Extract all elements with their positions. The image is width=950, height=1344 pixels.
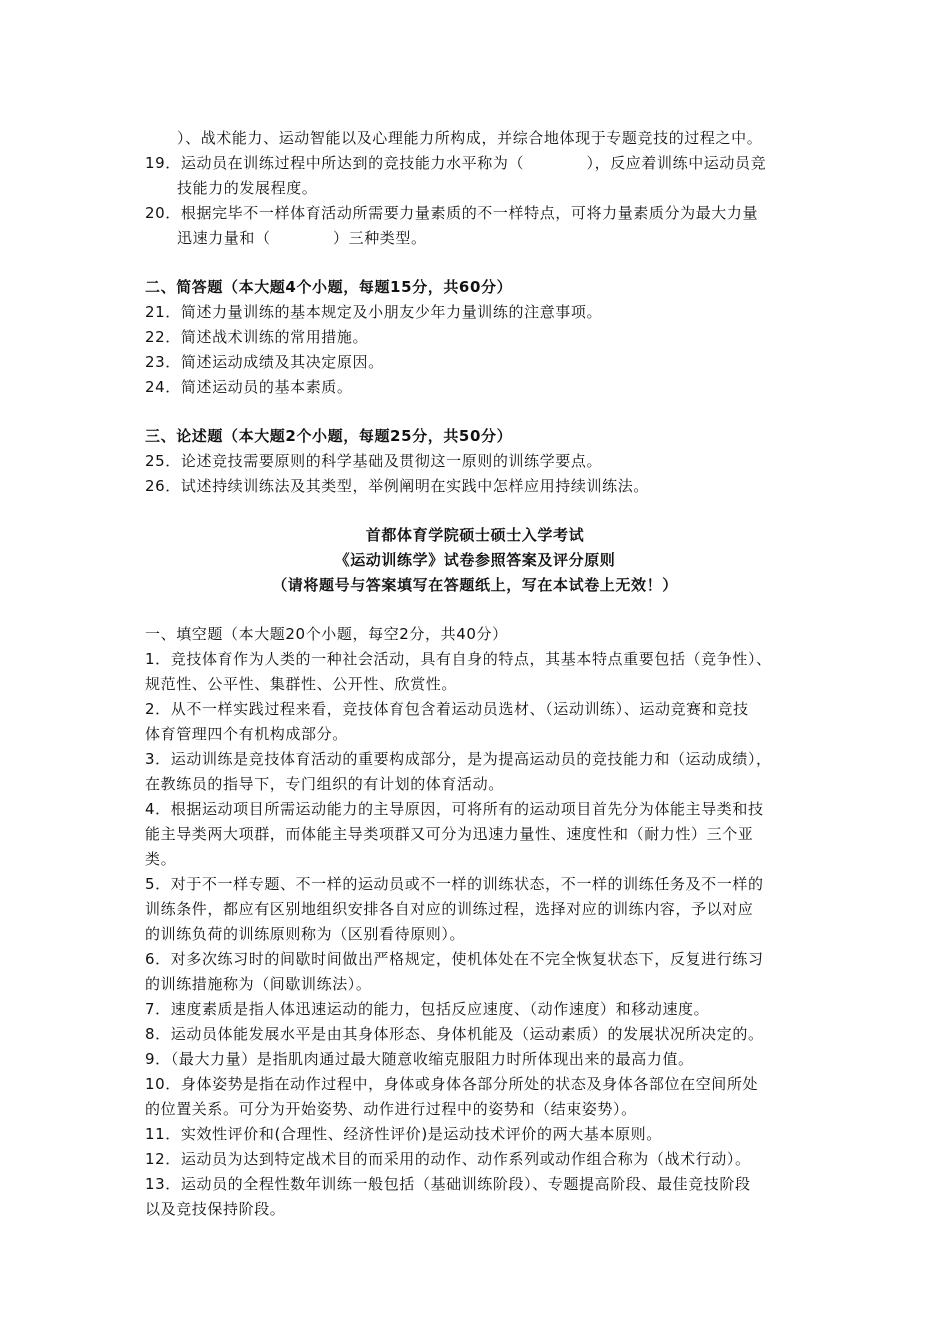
question-26: 26．试述持续训练法及其类型，举例阐明在实践中怎样应用持续训练法。 [145, 477, 649, 495]
answer-title-note: （请将题号与答案填写在答题纸上，写在本试卷上无效！） [272, 576, 678, 594]
answer-2-line2: 体育管理四个有机构成部分。 [145, 725, 348, 743]
answer-7: 7．速度素质是指人体迅速运动的能力，包括反应速度、（动作速度）和移动速度。 [145, 1000, 710, 1018]
question-20-line1: 20．根据完毕不一样体育活动所需要力量素质的不一样特点，可将力量素质分为最大力量 [145, 204, 759, 222]
answer-10-line2: 的位置关系。可分为开始姿势、动作进行过程中的姿势和（结束姿势）。 [145, 1100, 637, 1118]
answer-10-line1: 10．身体姿势是指在动作过程中，身体或身体各部分所处的状态及身体各部位在空间所处 [145, 1075, 759, 1093]
question-22: 22．简述战术训练的常用措施。 [145, 328, 369, 346]
question-25: 25．论述竞技需要原则的科学基础及贯彻这一原则的训练学要点。 [145, 452, 603, 470]
answer-4-line1: 4．根据运动项目所需运动能力的主导原因，可将所有的运动项目首先分为体能主导类和技 [145, 800, 764, 818]
answer-13-line1: 13．运动员的全程性数年训练一般包括（基础训练阶段）、专题提高阶段、最佳竞技阶段 [145, 1175, 751, 1193]
question-21: 21．简述力量训练的基本规定及小朋友少年力量训练的注意事项。 [145, 303, 603, 321]
answer-8: 8．运动员体能发展水平是由其身体形态、身体机能及（运动素质）的发展状况所决定的。 [145, 1025, 764, 1043]
section-2-heading: 二、简答题（本大题4个小题，每题15分，共60分） [145, 278, 513, 296]
answer-section-heading: 一、填空题（本大题20个小题，每空2分，共40分） [145, 625, 508, 643]
answer-4-line3: 类。 [145, 850, 177, 868]
answer-3-line2: 在教练员的指导下，专门组织的有计划的体育活动。 [145, 775, 504, 793]
answer-5-line3: 的训练负荷的训练原则称为（区别看待原则）。 [145, 925, 466, 943]
answer-4-line2: 能主导类两大项群，而体能主导类项群又可分为迅速力量性、速度性和（耐力性）三个亚 [145, 825, 754, 843]
answer-1-line2: 规范性、公平性、集群性、公开性、欣赏性。 [145, 675, 458, 693]
answer-6-line2: 的训练措施称为（间歇训练法）。 [145, 975, 372, 993]
question-20-line2: 迅速力量和（ ）三种类型。 [177, 229, 427, 247]
answer-13-line2: 以及竞技保持阶段。 [145, 1200, 286, 1218]
answer-2-line1: 2．从不一样实践过程来看，竞技体育包含着运动员选材、（运动训练）、运动竞赛和竞技 [145, 700, 749, 718]
answer-9: 9．（最大力量）是指肌肉通过最大随意收缩克服阻力时所体现出来的最高力值。 [145, 1050, 694, 1068]
q18-continuation: ）、战术能力、运动智能以及心理能力所构成，并综合地体现于专题竞技的过程之中。 [177, 129, 763, 147]
answer-title-course: 《运动训练学》试卷参照答案及评分原则 [334, 551, 616, 569]
question-23: 23．简述运动成绩及其决定原因。 [145, 353, 384, 371]
answer-5-line2: 训练条件，都应有区别地组织安排各自对应的训练过程，选择对应的训练内容，予以对应 [145, 900, 754, 918]
question-19-line2: 技能力的发展程度。 [177, 179, 318, 197]
question-24: 24．简述运动员的基本素质。 [145, 378, 353, 396]
section-3-heading: 三、论述题（本大题2个小题，每题25分，共50分） [145, 427, 513, 445]
answer-5-line1: 5．对于不一样专题、不一样的运动员或不一样的训练状态，不一样的训练任务及不一样的 [145, 875, 764, 893]
answer-3-line1: 3．运动训练是竞技体育活动的重要构成部分，是为提高运动员的竞技能力和（运动成绩）， [145, 750, 772, 768]
answer-title-school: 首都体育学院硕士硕士入学考试 [365, 526, 585, 544]
answer-12: 12．运动员为达到特定战术目的而采用的动作、动作系列或动作组合称为（战术行动）。 [145, 1150, 751, 1168]
answer-6-line1: 6．对多次练习时的间歇时间做出严格规定，使机体处在不完全恢复状态下，反复进行练习 [145, 950, 764, 968]
question-19-line1: 19．运动员在训练过程中所达到的竞技能力水平称为（ ），反应着训练中运动员竞 [145, 154, 767, 172]
answer-11: 11．实效性评价和(合理性、经济性评价)是运动技术评价的两大基本原则。 [145, 1125, 662, 1143]
answer-1-line1: 1．竞技体育作为人类的一种社会活动，具有自身的特点，其基本特点重要包括（竞争性）、 [145, 650, 772, 668]
